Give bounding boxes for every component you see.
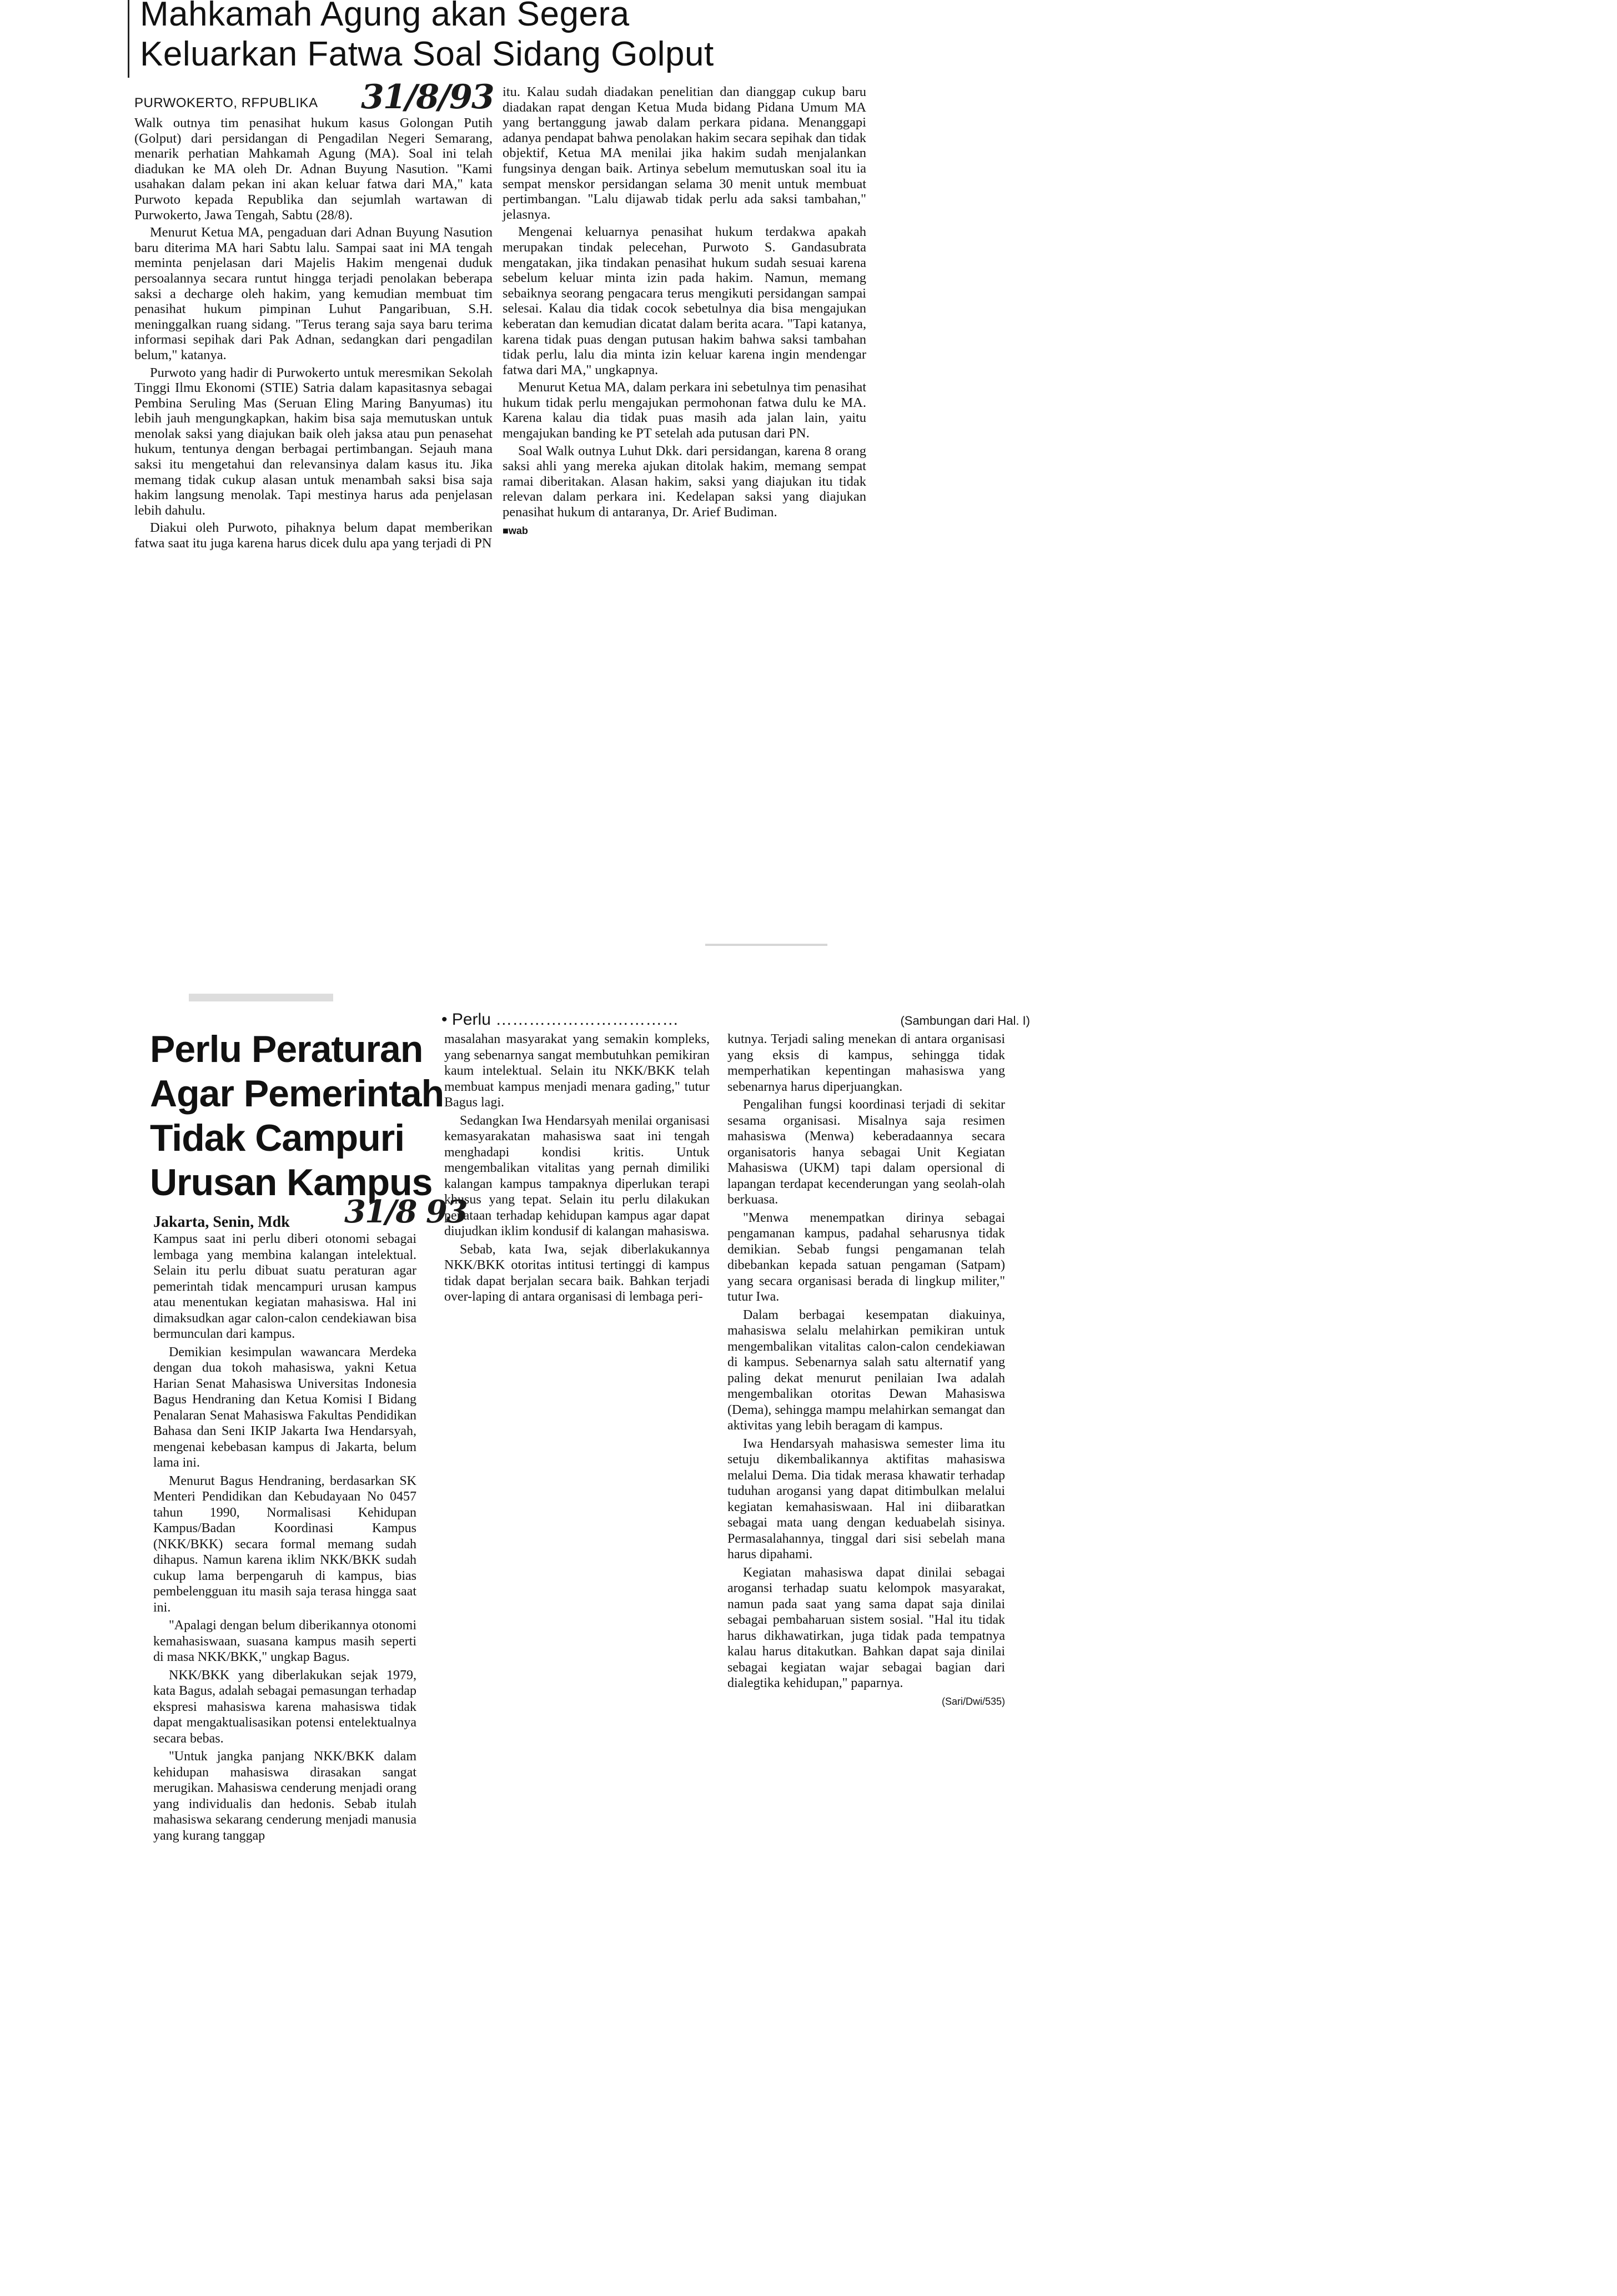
article2-dateline: Jakarta, Senin, Mdk <box>153 1214 290 1231</box>
article2-col3-paragraph: Iwa Hendarsyah mahasiswa semester lima itu setuju dikembalikannya aktifitas mahasiswa melalui Dema. Dia tidak merasa khawatir terhadap tuduhan arogansi yang dapat ditimbulkan melalui kegiatan kemahasiswaan. Hal ini diibaratkan sebagai mata uang dengan keduabelah sisinya. Permasalahannya, tinggal dari sisi sebelah mana harus dipahami. <box>727 1436 1005 1562</box>
article2-col3-paragraph: Pengalihan fungsi koordinasi terjadi di sekitar sesama organisasi. Misalnya saja resimen mahasiswa (Menwa) keberadaannya secara organisatoris hanya sebagai Unit Kegiatan Mahasiswa (UKM) tapi dalam opersional di lapangan terdapat kecenderungan yang seolah-olah berkuasa. <box>727 1097 1005 1207</box>
article2-col3-paragraph: "Menwa menempatkan dirinya sebagai pengamanan kampus, padahal seharusnya tidak demikian. Sebab fungsi pengamanan telah dibebankan kepada satuan pengaman (Satpam) yang secara organisasi berada di lingkup militer," tutur Iwa. <box>727 1210 1005 1304</box>
article2-col3-paragraph: Kegiatan mahasiswa dapat dinilai sebagai arogansi terhadap suatu kelompok masyarakat, namun pada saat yang sama dapat saja dinilai sebagai pembaharuan sistem sosial. "Hal itu tidak harus dikhawatirkan, juga tidak pada tempatnya kalau harus ditakutkan. Bahkan dapat saja dinilai sebagai kegiatan wajar sebagai bagian dari dialegtika kehidupan," paparnya. <box>727 1565 1005 1690</box>
article1-headline-line1: Mahkamah Agung akan Segera <box>140 0 630 33</box>
article2-headline-line4: Urusan Kampus <box>150 1161 433 1204</box>
article2-col1-paragraph: "Untuk jangka panjang NKK/BKK dalam kehidupan mahasiswa dirasakan sangat merugikan. Mahasiswa cenderung menjadi orang yang individualis dan hedonis. Sebab itulah mahasiswa sekarang cenderung menjadi manusia yang kurang tanggap <box>153 1749 416 1843</box>
continuation-note: (Sambungan dari Hal. I) <box>900 1014 1030 1028</box>
article1-col2-paragraph: itu. Kalau sudah diadakan penelitian dan dianggap cukup baru diadakan rapat dengan Ketua Muda bidang Pidana Umum MA yang bertanggung jawab dalam perkara pidana. Menanggapi adanya pendapat bahwa penolakan hakim secara sepihak dan tidak objektif, Ketua MA menilai jika hakim sudah menjalankan fungsinya dengan baik. Artinya sebelum memutuskan soal itu ia sempat menskor persidangan selama 30 menit untuk membuat pertimbangan. "Lalu dijawab tidak perlu ada saksi tambahan," jelasnya. <box>503 84 866 222</box>
article1-col2-paragraph: Mengenai keluarnya penasihat hukum terdakwa apakah merupakan tindak pelecehan, Purwoto S. Gandasubrata mengatakan, jika tindakan penasihat hukum sudah sesuai karena sebelum keluar minta izin pada hakim. Namun, memang sebaiknya seorang pengacara terus mengikuti persidangan sampai selesai. Kalau dia tidak cocok sebetulnya dia bisa mengajukan keberatan dan kemudian dicatat dalam berita acara. "Tapi katanya, karena tidak puas dengan putusan hakim bahwa saksi tambahan tidak perlu, lalu dia minta izin keluar karena ingin mendengar fatwa dari MA," ungkapnya. <box>503 224 866 377</box>
article2-headline-line1: Perlu Peraturan <box>150 1028 423 1070</box>
article2-handwritten-date: 31/8 93 <box>344 1194 467 1230</box>
scan-smudge <box>705 944 827 946</box>
article1-headline-line2: Keluarkan Fatwa Soal Sidang Golput <box>140 35 714 73</box>
article2-column-3 <box>727 1031 1005 1709</box>
article1-column-2 <box>503 84 866 538</box>
article2-col1-paragraph: NKK/BKK yang diberlakukan sejak 1979, kata Bagus, adalah sebagai pemasungan terhadap ekspresi mahasiswa karena mahasiswa tidak dapat mengaktualisasikan potensi entelektualnya secara bebas. <box>153 1668 416 1746</box>
article2-column-1 <box>153 1231 416 1846</box>
article-golput <box>128 0 875 983</box>
clipping-edge-left <box>128 0 129 78</box>
article1-signoff: ■wab <box>503 525 528 536</box>
article2-signoff: (Sari/Dwi/535) <box>941 1695 1005 1707</box>
article1-col2-paragraph: Menurut Ketua MA, dalam perkara ini sebetulnya tim penasihat hukum tidak perlu mengajukan permohonan fatwa dulu ke MA. Karena kalau dia tidak puas masih ada jalan lain, yaitu mengajukan banding ke PT setelah ada putusan dari PN. <box>503 380 866 441</box>
article2-col2-paragraph: Sedangkan Iwa Hendarsyah menilai organisasi kemasyarakatan mahasiswa saat ini tengah menghadapi kondisi kritis. Untuk mengembalikan vitalitas yang pernah dimiliki kalangan kampus tampaknya diperlukan terapi khusus yang tepat. Selain itu perlu dilakukan penataan terhadap kehidupan kampus agar dapat diujudkan iklim kondusif di kalangan mahasiswa. <box>444 1113 710 1238</box>
article2-column-2 <box>444 1031 710 1307</box>
article2-col1-paragraph: Kampus saat ini perlu diberi otonomi sebagai lembaga yang membina kalangan intelektual. Selain itu perlu dibuat suatu peraturan agar pemerintah tidak mencampuri urusan kampus atau menentukan kegiatan mahasiswa. Hal ini dimaksudkan agar calon-calon cendekiawan bisa bermunculan dari kampus. <box>153 1232 416 1341</box>
article2-headline-line2: Agar Pemerintah <box>150 1073 444 1115</box>
continuation-kicker <box>441 1010 1030 1029</box>
article-kampus <box>150 994 1038 2296</box>
article1-column-1 <box>134 115 493 553</box>
article1-handwritten-date: 31/8/93 <box>361 78 494 117</box>
article1-col2-paragraph: Soal Walk outnya Luhut Dkk. dari persidangan, karena 8 orang saksi ahli yang mereka ajukan ditolak hakim, memang sempat ramai diberitakan. Alasan hakim, saksi yang diajukan itu tidak relevan dalam perkara ini. Kedelapan saksi yang diajukan penasihat hukum di antaranya, Dr. Arief Budiman. <box>503 443 866 520</box>
article2-col2-paragraph: Sebab, kata Iwa, sejak diberlakukannya NKK/BKK otoritas intitusi tertinggi di kampus tidak dapat berjalan secara baik. Bahkan terjadi over-laping di antara organisasi di lembaga peri- <box>444 1242 710 1304</box>
article1-col1-paragraph: Diakui oleh Purwoto, pihaknya belum dapat memberikan fatwa saat itu juga karena harus dicek dulu apa yang terjadi di PN <box>134 520 493 551</box>
article2-headline-line3: Tidak Campuri <box>150 1117 405 1159</box>
article2-col1-paragraph: Menurut Bagus Hendraning, berdasarkan SK Menteri Pendidikan dan Kebudayaan No 0457 tahun 1990, Normalisasi Kehidupan Kampus/Badan Koordinasi Kampus (NKK/BKK) secara formal memang sudah dihapus. Namun karena iklim NKK/BKK sudah cukup lama berpengaruh di kampus, bias pembelengguan itu masih saja terasa hingga saat ini. <box>153 1473 416 1615</box>
scan-smudge <box>189 994 333 1001</box>
article2-col2-paragraph: masalahan masyarakat yang semakin kompleks, yang sebenarnya sangat membutuhkan pemikiran kaum intelektual. Selain itu NKK/BKK telah membuat kampus menjadi menara gading," tutur Bagus lagi. <box>444 1032 710 1110</box>
article2-col1-paragraph: Demikian kesimpulan wawancara Merdeka dengan dua tokoh mahasiswa, yakni Ketua Harian Senat Mahasiswa Universitas Indonesia Bagus Hendraning dan Ketua Komisi I Bidang Penalaran Senat Mahasiswa Fakultas Pendidikan Bahasa dan Seni IKIP Jakarta Iwa Hendarsyah, mengenai kebebasan kampus di Jakarta, belum lama ini. <box>153 1345 416 1470</box>
article1-dateline: PURWOKERTO, RFPUBLIKA <box>134 95 318 110</box>
continuation-label: Perlu <box>451 1010 491 1029</box>
leader-dots: …………………………… <box>495 1010 679 1029</box>
article2-col3-paragraph: kutnya. Terjadi saling menekan di antara organisasi yang eksis di kampus, sehingga tidak memperhatikan kepentingan mahasiswa yang sebenarnya harus diperjuangkan. <box>727 1032 1005 1094</box>
bullet-icon: • <box>441 1010 452 1029</box>
article2-col1-paragraph: "Apalagi dengan belum diberikannya otonomi kemahasiswaan, suasana kampus masih seperti di masa NKK/BKK," ungkap Bagus. <box>153 1618 416 1664</box>
article1-col1-paragraph: Purwoto yang hadir di Purwokerto untuk meresmikan Sekolah Tinggi Ilmu Ekonomi (STIE) Satria dalam kapasitasnya sebagai Pembina Seruling Mas (Seruan Eling Maring Banyumas) itu lebih jauh mengungkapkan, hakim bisa saja memutuskan untuk menolak saksi yang diajukan baik oleh jaksa atau pun penasehat hukum, tentunya dengan berbagai pertimbangan. Sejauh mana saksi itu mengetahui dan relevansinya dalam kasus itu. Jika memang tidak cukup alasan untuk menambah saksi bisa saja hakim langsung menolak. Tapi mestinya harus ada penjelasan lebih dahulu. <box>134 365 493 518</box>
article1-col1-paragraph: Menurut Ketua MA, pengaduan dari Adnan Buyung Nasution baru diterima MA hari Sabtu lalu. Sampai saat ini MA tengah meminta penjelasan dari Majelis Hakim mengenai duduk persoalannya secara runtut hingga terjadi penolakan beberapa saksi a decharge oleh hakim, yang kemudian membuat tim penasihat hukum pimpinan Luhut Pangaribuan, S.H. meninggalkan ruang sidang. "Terus terang saja saya baru terima informasi sepihak dari Pak Adnan, sedangkan dari pengadilan belum," katanya. <box>134 225 493 362</box>
article2-col3-paragraph: Dalam berbagai kesempatan diakuinya, mahasiswa selalu melahirkan pemikiran untuk mengembalikan vitalitas calon-calon cendekiawan di kampus. Sebenarnya salah satu alternatif yang paling dekat menurut penilaian Iwa adalah mengembalikan otoritas Dewan Mahasiswa (Dema), sehingga mampu melahirkan semangat dan aktivitas yang lebih beragam di kampus. <box>727 1307 1005 1433</box>
article1-col1-paragraph: Walk outnya tim penasihat hukum kasus Golongan Putih (Golput) dari persidangan di Pengadilan Negeri Semarang, menarik perhatian Mahkamah Agung (MA). Soal ini telah diadukan ke MA oleh Dr. Adnan Buyung Nasution. "Kami usahakan dalam pekan ini akan keluar fatwa dari MA," kata Purwoto kepada Republika dan sejumlah wartawan di Purwokerto, Jawa Tengah, Sabtu (28/8). <box>134 115 493 223</box>
